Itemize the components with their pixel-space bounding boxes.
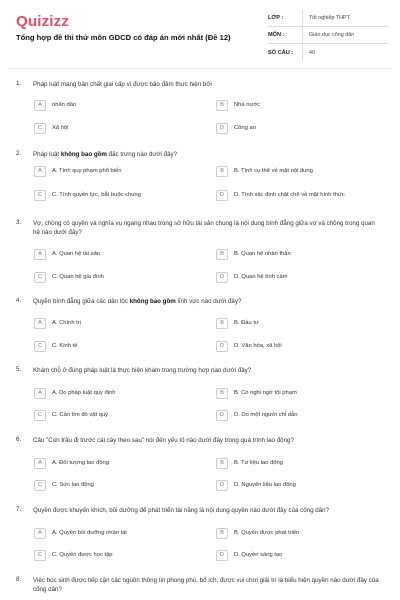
option-text: D. Quyền sáng tạo [234,552,283,558]
meta-row-count [268,44,388,61]
option-letter: C [34,480,46,491]
option-b[interactable] [216,386,297,400]
option-letter: C [34,123,46,134]
option-c[interactable] [34,270,104,284]
option-text: B. Đầu tư [234,320,259,326]
option-letter: D [216,272,228,283]
option-b[interactable] [216,526,299,540]
option-letter: D [216,480,228,491]
option-c[interactable] [34,478,94,492]
option-text: A. Quyền bồi dưỡng nhân tài [52,530,127,536]
question-text: Pháp luật không bao gồm đặc trưng nào dưới đây? [33,151,178,158]
option-text: A. Chính trị [52,320,81,326]
question-number: 2. [16,150,22,157]
question-number: 8. [16,576,22,583]
document-title: Tổng hợp đề thi thử môn GDCD có đáp án mới nhất (Đề 12) [16,33,231,42]
option-c[interactable] [34,339,77,353]
meta-key: MÔN : [268,32,285,38]
option-text: A. Quan hệ tài sản [52,251,101,257]
question-number: 4. [16,297,22,304]
question-number: 3. [16,219,22,226]
option-text: A. Tính quy phạm phổ biến [52,168,122,174]
option-b[interactable] [216,247,291,261]
option-letter: D [216,123,228,134]
option-d[interactable] [216,121,256,135]
option-text: D. Nguyên liệu lao động [234,482,296,488]
option-a[interactable] [34,456,109,470]
option-text: B. Quyền được phát triển [234,530,300,536]
meta-key: LỚP : [268,15,284,21]
option-text: C. Kinh tế [52,343,78,349]
option-text: D. Văn hóa, xã hội [234,343,282,349]
option-letter: C [34,550,46,561]
quizizz-logo[interactable]: Quizizz [16,13,70,30]
question-text: Pháp luật mang bản chất giai cấp vì được bảo đảm thực hiện bởi [33,81,212,88]
question-number: 5. [16,366,22,373]
question-text: Vợ, chồng có quyền và nghĩa vụ ngang nhau trong sở hữu tài sản chung là nội dung bình đẳng giữa vợ và chồng trong quan hệ nào dưới đây? [33,220,375,236]
option-letter: B [216,166,228,177]
meta-row-subject [268,27,388,44]
document-header [0,0,400,70]
option-letter: D [216,190,228,201]
option-text: Công an [234,125,256,131]
option-letter: B [216,249,228,260]
meta-key: SỐ CÂU : [268,49,294,56]
option-d[interactable] [216,408,297,422]
option-text: D. Quan hệ tình cảm [234,274,288,280]
option-letter: C [34,190,46,201]
option-c[interactable] [34,408,108,422]
option-letter: B [216,458,228,469]
meta-value: Giáo dục công dân [302,27,388,43]
option-letter: B [216,318,228,329]
option-text: C. Sức lao động [52,482,94,488]
question-text: Việc học sinh được tiếp cận các nguồn thông tin phong phú, bổ ích, được vui chơi giải trí là biểu hiện quyền nào dưới đây của công dân? [33,577,379,593]
option-text: nhân dân [52,102,77,108]
option-d[interactable] [216,478,296,492]
option-a[interactable] [34,386,116,400]
option-d[interactable] [216,339,282,353]
question-text: Quyền được khuyến khích, bồi dưỡng để phát triển tài năng là nội dung quyền nào dưới đây của công dân? [33,507,330,514]
option-text: C. Quyền được học tập [52,552,113,558]
option-c[interactable] [34,121,68,135]
option-letter: C [34,410,46,421]
option-letter: D [216,410,228,421]
meta-value: 40 [302,44,388,61]
option-letter: A [34,458,46,469]
option-b[interactable] [216,98,260,112]
option-c[interactable] [34,188,141,202]
option-text: D. Do một người chỉ dẫn [234,412,298,418]
question-number: 6. [16,436,22,443]
option-letter: A [34,528,46,539]
option-a[interactable] [34,316,81,330]
option-b[interactable] [216,316,259,330]
meta-value: Tốt nghiệp THPT [302,10,388,26]
option-text: A. Đối tượng lao động [52,460,109,466]
option-a[interactable] [34,164,122,178]
option-letter: D [216,550,228,561]
option-text: Xã hội [52,125,69,131]
option-text: D. Tính xác định chặt chẽ về mặt hình thức [234,192,345,198]
header-divider [8,68,392,69]
option-letter: D [216,341,228,352]
option-text: C. Tính quyền lực, bắt buộc chung [52,192,141,198]
option-letter: B [216,528,228,539]
option-letter: A [34,318,46,329]
option-letter: A [34,166,46,177]
option-text: C. Quan hệ gia đình [52,274,104,280]
option-letter: A [34,249,46,260]
option-letter: C [34,341,46,352]
option-text: Nhà nước [234,102,261,108]
option-a[interactable] [34,247,100,261]
question-text: Câu "Con trâu đi trước cái cày theo sau" nói đến yếu tố nào dưới đây trong quá trình lao động? [33,437,294,444]
option-letter: B [216,388,228,399]
option-d[interactable] [216,270,288,284]
option-text: B. Quan hệ nhân thân [234,251,291,257]
question-text: Quyền bình đẳng giữa các dân tộc không bao gồm lĩnh vực nào dưới đây? [33,298,242,305]
option-letter: C [34,272,46,283]
option-d[interactable] [216,188,345,202]
option-a[interactable] [34,526,127,540]
option-text: B. Tính cụ thể về mặt nội dung [234,168,313,174]
option-d[interactable] [216,548,282,562]
option-c[interactable] [34,548,113,562]
question-number: 1. [16,80,22,87]
meta-table [268,10,388,61]
option-letter: B [216,100,228,111]
option-b[interactable] [216,456,283,470]
option-text: C. Cần tìm đồ vật quý [52,412,109,418]
option-letter: A [34,388,46,399]
option-b[interactable] [216,164,313,178]
option-text: A. Do pháp luật quy định [52,390,116,396]
question-text: Khám chỗ ở đúng pháp luật là thực hiện khám trong trường hợp nào dưới đây? [33,367,252,374]
option-letter: A [34,100,46,111]
question-number: 7. [16,506,22,513]
option-text: B. Có nghi ngờ tội phạm [234,390,297,396]
meta-row-class [268,10,388,27]
option-text: B. Tư liệu lao động [234,460,283,466]
option-a[interactable] [34,98,76,112]
